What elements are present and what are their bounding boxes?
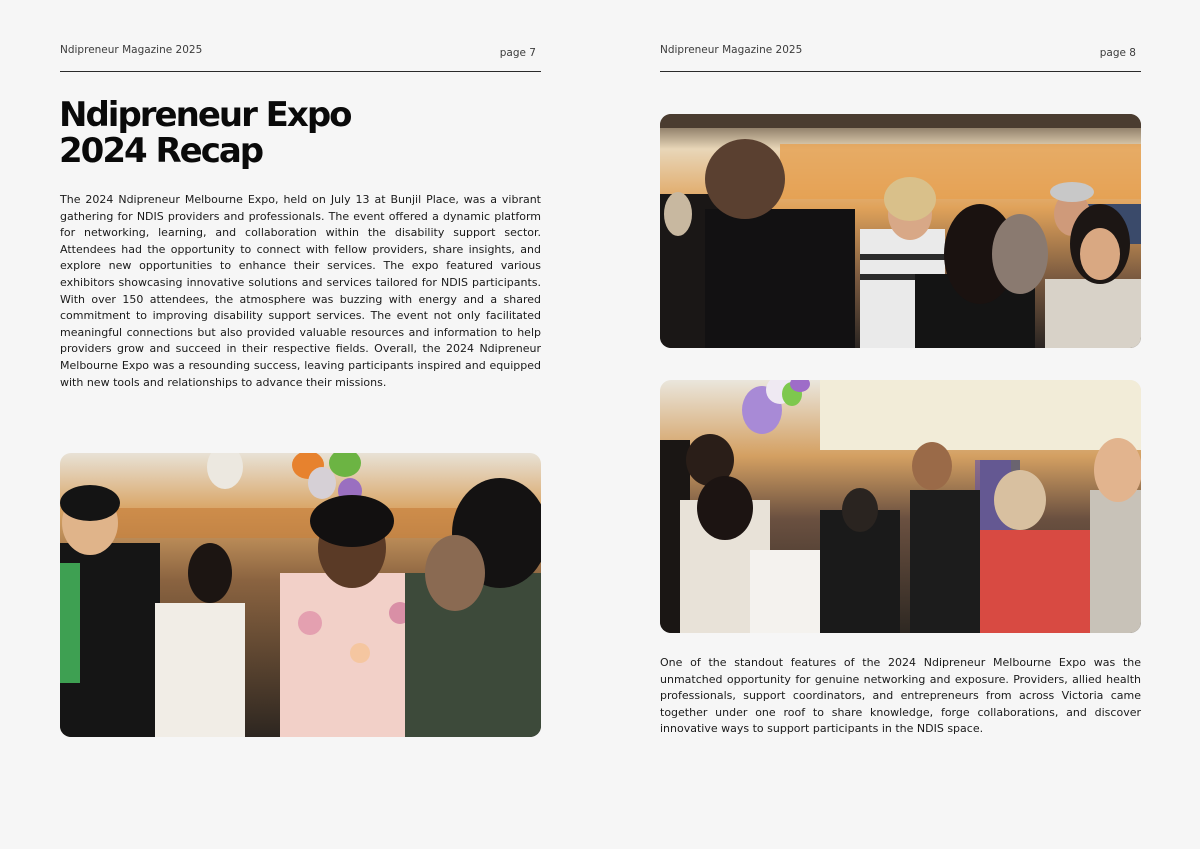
article-title	[59, 97, 351, 169]
page-number: page 7	[499, 47, 536, 59]
article-body: The 2024 Ndipreneur Melbourne Expo, held on July 13 at Bunjil Place, was a vibrant gathering for NDIS providers and professionals. The event offered a dynamic platform for networking, learning, and collaboration within the disability support sector. Attendees had the opportunity to connect with fellow providers, share insights, and explore new opportunities to enhance their services. The expo featured various exhibitors showcasing innovative solutions and services tailored for NDIS participants. With over 150 attendees, the atmosphere was buzzing with energy and a shared commitment to improving disability support services. The event not only facilitated meaningful connections but also provided valuable resources and information to help providers grow and succeed in their respective fields. Overall, the 2024 Ndipreneur Melbourne Expo was a resounding success, leaving participants inspired and equipped with new tools and relationships to advance their missions.	[60, 193, 541, 389]
article-body: One of the standout features of the 2024 Ndipreneur Melbourne Expo was the unmatched opportunity for genuine networking and exposure. Providers, allied health professionals, support coordinators, and entrepreneurs from across Victoria came together under one roof to share knowledge, forge collaborations, and discover innovative ways to support participants in the NDIS space.	[660, 656, 1141, 736]
title-line-2: 2024 Recap	[59, 131, 263, 171]
expo-photo-networking	[660, 114, 1141, 348]
header-divider	[660, 71, 1141, 72]
header-divider	[60, 71, 541, 72]
title-line-1: Ndipreneur Expo	[59, 95, 351, 135]
magazine-name: Ndipreneur Magazine 2025	[60, 44, 203, 56]
magazine-name: Ndipreneur Magazine 2025	[660, 44, 803, 56]
expo-photo-exhibitors	[660, 380, 1141, 633]
page-number: page 8	[1099, 47, 1136, 59]
right-page	[600, 0, 1200, 849]
expo-photo-attendees	[60, 453, 541, 737]
